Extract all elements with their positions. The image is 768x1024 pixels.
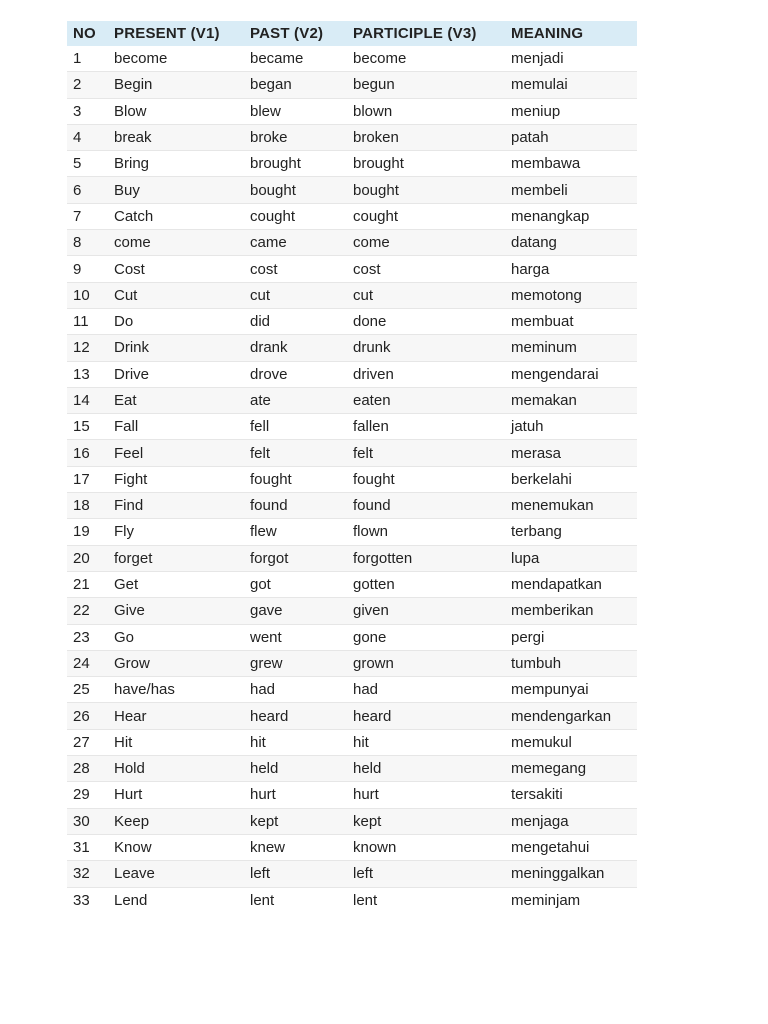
cell-no: 10 xyxy=(67,282,108,308)
cell-participle: become xyxy=(347,46,505,72)
cell-participle: blown xyxy=(347,98,505,124)
cell-past: drove xyxy=(244,361,347,387)
cell-participle: gotten xyxy=(347,571,505,597)
cell-past: ate xyxy=(244,387,347,413)
cell-present: Do xyxy=(108,308,244,334)
cell-past: cost xyxy=(244,256,347,282)
cell-meaning: mengendarai xyxy=(505,361,637,387)
cell-meaning: mempunyai xyxy=(505,677,637,703)
cell-meaning: meminjam xyxy=(505,887,637,913)
irregular-verbs-table xyxy=(67,21,637,913)
column-header-meaning: MEANING xyxy=(505,21,637,46)
cell-present: Catch xyxy=(108,203,244,229)
cell-no: 16 xyxy=(67,440,108,466)
cell-participle: had xyxy=(347,677,505,703)
cell-past: fought xyxy=(244,466,347,492)
cell-past: came xyxy=(244,230,347,256)
cell-participle: flown xyxy=(347,519,505,545)
cell-no: 30 xyxy=(67,808,108,834)
cell-no: 26 xyxy=(67,703,108,729)
cell-participle: found xyxy=(347,493,505,519)
table-row xyxy=(67,440,637,466)
cell-no: 24 xyxy=(67,650,108,676)
table-row xyxy=(67,308,637,334)
cell-present: Know xyxy=(108,834,244,860)
cell-present: Give xyxy=(108,598,244,624)
cell-participle: cought xyxy=(347,203,505,229)
cell-meaning: harga xyxy=(505,256,637,282)
cell-meaning: mendengarkan xyxy=(505,703,637,729)
cell-present: have/has xyxy=(108,677,244,703)
cell-present: Fight xyxy=(108,466,244,492)
cell-present: Lend xyxy=(108,887,244,913)
cell-present: Buy xyxy=(108,177,244,203)
table-row xyxy=(67,650,637,676)
cell-present: become xyxy=(108,46,244,72)
cell-participle: begun xyxy=(347,72,505,98)
cell-no: 7 xyxy=(67,203,108,229)
cell-no: 17 xyxy=(67,466,108,492)
cell-present: Keep xyxy=(108,808,244,834)
cell-participle: cost xyxy=(347,256,505,282)
cell-participle: drunk xyxy=(347,335,505,361)
cell-no: 32 xyxy=(67,861,108,887)
column-header-no: NO xyxy=(67,21,108,46)
cell-past: cought xyxy=(244,203,347,229)
table-row xyxy=(67,834,637,860)
cell-meaning: patah xyxy=(505,124,637,150)
cell-no: 9 xyxy=(67,256,108,282)
table-row xyxy=(67,46,637,72)
cell-meaning: mengetahui xyxy=(505,834,637,860)
cell-present: Eat xyxy=(108,387,244,413)
cell-no: 6 xyxy=(67,177,108,203)
cell-present: Go xyxy=(108,624,244,650)
cell-no: 29 xyxy=(67,782,108,808)
cell-present: forget xyxy=(108,545,244,571)
cell-past: fell xyxy=(244,414,347,440)
cell-participle: lent xyxy=(347,887,505,913)
table-row xyxy=(67,466,637,492)
cell-participle: heard xyxy=(347,703,505,729)
cell-participle: kept xyxy=(347,808,505,834)
table-row xyxy=(67,230,637,256)
cell-past: left xyxy=(244,861,347,887)
cell-no: 20 xyxy=(67,545,108,571)
table-row xyxy=(67,98,637,124)
cell-meaning: merasa xyxy=(505,440,637,466)
cell-past: broke xyxy=(244,124,347,150)
cell-no: 28 xyxy=(67,756,108,782)
table-row xyxy=(67,703,637,729)
cell-past: lent xyxy=(244,887,347,913)
cell-no: 27 xyxy=(67,729,108,755)
cell-participle: known xyxy=(347,834,505,860)
table-row xyxy=(67,282,637,308)
cell-meaning: pergi xyxy=(505,624,637,650)
cell-participle: brought xyxy=(347,151,505,177)
cell-participle: cut xyxy=(347,282,505,308)
cell-meaning: membuat xyxy=(505,308,637,334)
cell-present: come xyxy=(108,230,244,256)
cell-participle: broken xyxy=(347,124,505,150)
column-header-participle: PARTICIPLE (V3) xyxy=(347,21,505,46)
cell-participle: left xyxy=(347,861,505,887)
table-row xyxy=(67,519,637,545)
cell-past: hit xyxy=(244,729,347,755)
cell-meaning: lupa xyxy=(505,545,637,571)
table-row xyxy=(67,782,637,808)
cell-no: 3 xyxy=(67,98,108,124)
cell-no: 18 xyxy=(67,493,108,519)
cell-present: Hear xyxy=(108,703,244,729)
cell-meaning: datang xyxy=(505,230,637,256)
cell-past: forgot xyxy=(244,545,347,571)
table-row xyxy=(67,203,637,229)
cell-no: 1 xyxy=(67,46,108,72)
cell-past: hurt xyxy=(244,782,347,808)
cell-past: cut xyxy=(244,282,347,308)
column-header-past: PAST (V2) xyxy=(244,21,347,46)
cell-no: 8 xyxy=(67,230,108,256)
cell-meaning: meninggalkan xyxy=(505,861,637,887)
cell-participle: bought xyxy=(347,177,505,203)
cell-past: heard xyxy=(244,703,347,729)
cell-present: Begin xyxy=(108,72,244,98)
cell-participle: forgotten xyxy=(347,545,505,571)
cell-meaning: menjaga xyxy=(505,808,637,834)
cell-present: Bring xyxy=(108,151,244,177)
table-row xyxy=(67,677,637,703)
cell-past: had xyxy=(244,677,347,703)
cell-past: held xyxy=(244,756,347,782)
cell-past: felt xyxy=(244,440,347,466)
cell-no: 21 xyxy=(67,571,108,597)
cell-participle: driven xyxy=(347,361,505,387)
cell-present: Hold xyxy=(108,756,244,782)
cell-present: Cut xyxy=(108,282,244,308)
cell-present: break xyxy=(108,124,244,150)
cell-present: Cost xyxy=(108,256,244,282)
cell-present: Leave xyxy=(108,861,244,887)
cell-participle: grown xyxy=(347,650,505,676)
table-row xyxy=(67,624,637,650)
cell-present: Grow xyxy=(108,650,244,676)
cell-no: 19 xyxy=(67,519,108,545)
cell-present: Drive xyxy=(108,361,244,387)
cell-present: Get xyxy=(108,571,244,597)
cell-participle: held xyxy=(347,756,505,782)
cell-no: 31 xyxy=(67,834,108,860)
cell-no: 33 xyxy=(67,887,108,913)
cell-present: Fall xyxy=(108,414,244,440)
cell-participle: come xyxy=(347,230,505,256)
cell-participle: fought xyxy=(347,466,505,492)
cell-meaning: tersakiti xyxy=(505,782,637,808)
cell-past: flew xyxy=(244,519,347,545)
cell-meaning: mendapatkan xyxy=(505,571,637,597)
cell-participle: gone xyxy=(347,624,505,650)
cell-past: went xyxy=(244,624,347,650)
cell-meaning: memakan xyxy=(505,387,637,413)
cell-meaning: tumbuh xyxy=(505,650,637,676)
cell-present: Feel xyxy=(108,440,244,466)
cell-present: Drink xyxy=(108,335,244,361)
table-row xyxy=(67,493,637,519)
table-row xyxy=(67,335,637,361)
cell-no: 11 xyxy=(67,308,108,334)
cell-past: kept xyxy=(244,808,347,834)
cell-present: Find xyxy=(108,493,244,519)
cell-meaning: jatuh xyxy=(505,414,637,440)
cell-past: knew xyxy=(244,834,347,860)
cell-meaning: membawa xyxy=(505,151,637,177)
table-row xyxy=(67,124,637,150)
table-row xyxy=(67,414,637,440)
header-row xyxy=(67,21,637,46)
cell-meaning: memegang xyxy=(505,756,637,782)
cell-present: Blow xyxy=(108,98,244,124)
cell-participle: hurt xyxy=(347,782,505,808)
table-row xyxy=(67,729,637,755)
table-row xyxy=(67,545,637,571)
cell-meaning: menemukan xyxy=(505,493,637,519)
cell-no: 15 xyxy=(67,414,108,440)
cell-no: 13 xyxy=(67,361,108,387)
table-row xyxy=(67,177,637,203)
table-row xyxy=(67,361,637,387)
cell-meaning: meminum xyxy=(505,335,637,361)
cell-past: bought xyxy=(244,177,347,203)
cell-no: 22 xyxy=(67,598,108,624)
cell-no: 23 xyxy=(67,624,108,650)
cell-past: began xyxy=(244,72,347,98)
table-row xyxy=(67,861,637,887)
cell-no: 5 xyxy=(67,151,108,177)
column-header-present: PRESENT (V1) xyxy=(108,21,244,46)
cell-no: 14 xyxy=(67,387,108,413)
table-row xyxy=(67,256,637,282)
cell-meaning: memotong xyxy=(505,282,637,308)
cell-present: Hit xyxy=(108,729,244,755)
cell-participle: done xyxy=(347,308,505,334)
cell-meaning: membeli xyxy=(505,177,637,203)
table-row xyxy=(67,571,637,597)
cell-participle: felt xyxy=(347,440,505,466)
cell-past: brought xyxy=(244,151,347,177)
table-header xyxy=(67,21,637,46)
cell-meaning: memberikan xyxy=(505,598,637,624)
cell-no: 25 xyxy=(67,677,108,703)
cell-past: drank xyxy=(244,335,347,361)
table-row xyxy=(67,756,637,782)
cell-meaning: menjadi xyxy=(505,46,637,72)
cell-participle: hit xyxy=(347,729,505,755)
cell-past: blew xyxy=(244,98,347,124)
cell-past: did xyxy=(244,308,347,334)
cell-participle: fallen xyxy=(347,414,505,440)
cell-present: Hurt xyxy=(108,782,244,808)
cell-past: got xyxy=(244,571,347,597)
table-row xyxy=(67,151,637,177)
cell-present: Fly xyxy=(108,519,244,545)
cell-no: 4 xyxy=(67,124,108,150)
cell-participle: eaten xyxy=(347,387,505,413)
cell-meaning: memukul xyxy=(505,729,637,755)
table-row xyxy=(67,72,637,98)
cell-participle: given xyxy=(347,598,505,624)
cell-past: became xyxy=(244,46,347,72)
cell-past: gave xyxy=(244,598,347,624)
cell-past: found xyxy=(244,493,347,519)
table-body xyxy=(67,46,637,913)
cell-past: grew xyxy=(244,650,347,676)
table-row xyxy=(67,808,637,834)
table-row xyxy=(67,387,637,413)
cell-meaning: menangkap xyxy=(505,203,637,229)
cell-meaning: berkelahi xyxy=(505,466,637,492)
cell-meaning: memulai xyxy=(505,72,637,98)
cell-meaning: meniup xyxy=(505,98,637,124)
cell-no: 2 xyxy=(67,72,108,98)
cell-meaning: terbang xyxy=(505,519,637,545)
cell-no: 12 xyxy=(67,335,108,361)
table-row xyxy=(67,887,637,913)
table-row xyxy=(67,598,637,624)
